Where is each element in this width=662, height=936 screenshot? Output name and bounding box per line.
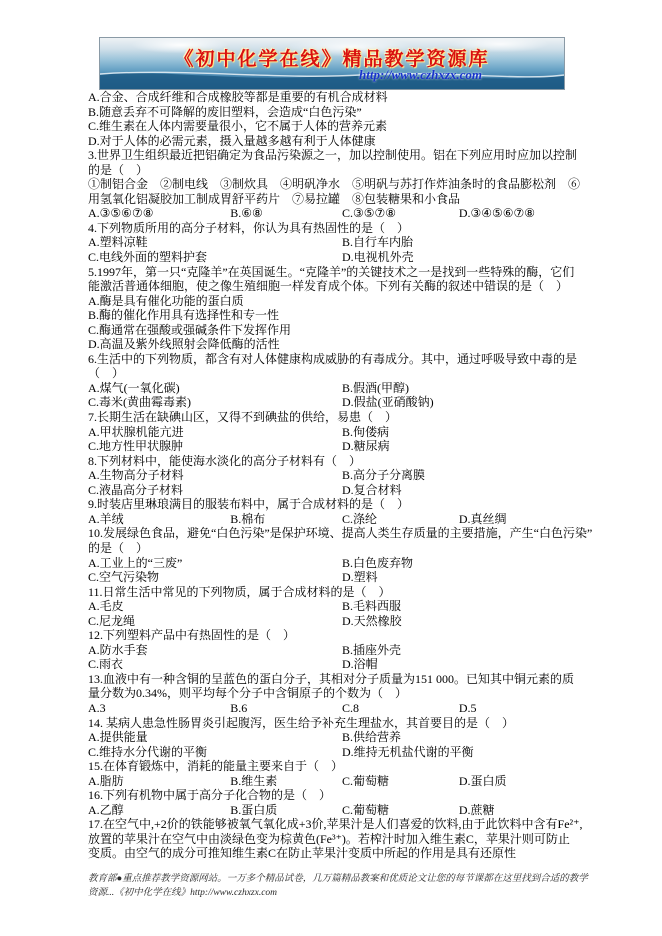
text-line	[88, 672, 596, 687]
text-segment: A.毛皮	[88, 599, 124, 614]
text-line	[88, 745, 596, 760]
text-line	[88, 221, 596, 236]
text-segment: D.蔗糖	[458, 802, 495, 817]
text-segment: A.提供能量	[88, 730, 148, 745]
text-segment: B.假酒(甲醇)	[341, 380, 409, 395]
text-segment: B.酶的催化作用具有选择性和专一性	[88, 308, 280, 323]
text-segment: D.糖尿病	[341, 439, 390, 454]
text-line	[88, 323, 596, 338]
text-line	[88, 163, 596, 178]
text-line	[88, 381, 596, 396]
text-segment: A.酶是具有催化功能的蛋白质	[88, 293, 244, 308]
text-line	[88, 425, 596, 440]
text-segment: A.生物高分子材料	[88, 468, 184, 483]
text-segment: C.雨衣	[88, 657, 124, 672]
text-segment: 的是（ ）	[88, 540, 149, 555]
text-segment: C.涤纶	[341, 511, 377, 526]
text-segment: B.自行车内胎	[341, 235, 413, 250]
text-segment: （ ）	[88, 366, 125, 381]
text-segment: 12.下列塑料产品中有热固性的是（ ）	[88, 628, 296, 643]
text-segment: A.防水手套	[88, 642, 148, 657]
text-line	[88, 614, 596, 629]
text-segment: C.8	[341, 700, 359, 715]
text-segment: 的是（ ）	[88, 162, 149, 177]
text-segment: 14. 某病人患急性肠胃炎引起腹泻，医生给予补充生理盐水，其首要目的是（ ）	[88, 715, 515, 730]
text-segment: D.电视机外壳	[341, 250, 414, 265]
text-segment: B.随意丢弃不可降解的废旧塑料，会造成“白色污染”	[88, 104, 362, 119]
text-line	[88, 599, 596, 614]
text-line	[88, 570, 596, 585]
text-segment: 量分数为0.34%，则平均每个分子中含铜原子的个数为（ ）	[88, 686, 407, 701]
text-segment: C.电线外面的塑料护套	[88, 250, 208, 265]
text-line	[88, 90, 596, 105]
text-line	[88, 366, 596, 381]
text-line	[88, 454, 596, 469]
text-segment: 11.日常生活中常见的下列物质，属于合成材料的是（ ）	[88, 584, 391, 599]
text-segment: B.佝偻病	[341, 424, 389, 439]
text-segment: C.葡萄糖	[341, 802, 389, 817]
text-segment: D.维持无机盐代谢的平衡	[341, 744, 474, 759]
text-segment: 放置的苹果汁在空气中由淡绿色变为棕黄色(Fe³⁺)。若榨汁时加入维生素C，苹果汁则可防止	[88, 831, 570, 846]
text-segment: B.插座外壳	[341, 642, 401, 657]
text-segment: B.高分子分离膜	[341, 468, 425, 483]
text-line	[88, 148, 596, 163]
text-line	[88, 308, 596, 323]
text-line	[88, 279, 596, 294]
text-line	[88, 250, 596, 265]
text-segment: C.③⑤⑦⑧	[341, 206, 397, 221]
text-line	[88, 177, 596, 192]
text-segment: 5.1997年，第一只“克隆羊”在英国诞生。“克隆羊”的关键技术之一是找到一些特殊的酶，它们	[88, 264, 575, 279]
text-segment: A.脂肪	[88, 773, 124, 788]
text-line	[88, 657, 596, 672]
text-line	[88, 134, 596, 149]
text-line	[88, 352, 596, 367]
text-line	[88, 294, 596, 309]
text-segment: 9.时装店里琳琅满目的服装布料中，属于合成材料的是（ ）	[88, 497, 410, 512]
text-segment: 15.在体育锻炼中，消耗的能量主要来自于（ ）	[88, 759, 344, 774]
text-segment: A.合金、合成纤维和合成橡胶等都是重要的有机合成材料	[88, 90, 388, 104]
text-segment: D.蛋白质	[458, 773, 507, 788]
text-line	[88, 206, 596, 221]
text-segment: 变质。由空气的成分可推知维生素C在防止苹果汁变质中所起的作用是具有还原性	[88, 846, 517, 861]
text-segment: B.棉布	[230, 511, 266, 526]
text-segment: A.③⑤⑥⑦⑧	[88, 206, 154, 221]
text-segment: B.白色废弃物	[341, 555, 413, 570]
text-segment: C.维生素在人体内需要量很小，它不属于人体的营养元素	[88, 119, 388, 134]
text-segment: 4.下列物质所用的高分子材料，你认为具有热固性的是（ ）	[88, 220, 410, 235]
banner-url: http://www.czhxzx.com	[359, 67, 483, 82]
text-line	[88, 759, 596, 774]
text-segment: B.⑥⑧	[230, 206, 263, 221]
text-line	[88, 628, 596, 643]
text-segment: D.假盐(亚硝酸钠)	[341, 395, 434, 410]
text-segment: B.供给营养	[341, 730, 401, 745]
text-segment: 7.长期生活在缺碘山区，又得不到碘盐的供给，易患（ ）	[88, 410, 398, 425]
text-line	[88, 395, 596, 410]
text-segment: C.葡萄糖	[341, 773, 389, 788]
text-segment: C.酶通常在强酸或强碱条件下发挥作用	[88, 322, 292, 337]
text-segment: A.塑料凉鞋	[88, 235, 148, 250]
exam-body	[88, 90, 596, 861]
text-segment: 10.发展绿色食品，避免“白色污染”是保护环境、提高人类生存质量的主要措施，产生“白色污染”	[88, 526, 593, 541]
text-line	[88, 439, 596, 454]
text-line	[88, 817, 596, 832]
text-line	[88, 235, 596, 250]
text-line	[88, 119, 596, 134]
text-segment: C.液晶高分子材料	[88, 482, 184, 497]
text-segment: D.真丝绸	[458, 511, 507, 526]
text-segment: C.毒米(黄曲霉毒素)	[88, 395, 191, 410]
text-segment: ①制铝合金 ②制电线 ③制炊具 ④明矾净水 ⑤明矾与苏打作炸油条时的食品膨松剂 ⑥	[88, 177, 581, 192]
text-line	[88, 410, 596, 425]
text-line	[88, 556, 596, 571]
text-line	[88, 192, 596, 207]
text-line	[88, 788, 596, 803]
text-line	[88, 643, 596, 658]
text-line	[88, 774, 596, 789]
text-line	[88, 483, 596, 498]
text-segment: 16.下列有机物中属于高分子化合物的是（ ）	[88, 788, 332, 803]
banner-title: 《初中化学在线》精品教学资源库	[174, 49, 490, 70]
text-segment: D.5	[458, 700, 477, 715]
text-segment: D.浴帽	[341, 657, 378, 672]
text-segment: C.维持水分代谢的平衡	[88, 744, 208, 759]
text-line	[88, 585, 596, 600]
text-segment: 8.下列材料中，能使海水淡化的高分子材料有（ ）	[88, 453, 362, 468]
footer	[88, 872, 628, 900]
text-segment: D.天然橡胶	[341, 613, 402, 628]
footer-line: 教育部●重点推荐教学资源网站。一万多个精品试卷，几万篇精品教案和优质论文让您的每节课都在这里找到合适的教学	[88, 874, 588, 884]
text-line	[88, 337, 596, 352]
text-segment: B.维生素	[230, 773, 278, 788]
text-line	[88, 265, 596, 280]
text-segment: 能激活普通体细胞，使之像生殖细胞一样发育成个体。下列有关酶的叙述中错误的是（ ）	[88, 279, 569, 294]
text-segment: A.3	[88, 700, 106, 715]
text-segment: 3.世界卫生组织最近把铝确定为食品污染源之一，加以控制使用。铝在下列应用时应加以控制	[88, 148, 578, 163]
site-banner	[99, 37, 565, 90]
text-line	[88, 730, 596, 745]
text-segment: D.高温及紫外线照射会降低酶的活性	[88, 337, 280, 352]
text-segment: 17.在空气中,+2价的铁能够被氧气氧化成+3价,苹果汁是人们喜爱的饮料,由于此饮料中含有Fe²⁺,	[88, 817, 583, 832]
text-line	[88, 105, 596, 120]
text-segment: C.尼龙绳	[88, 613, 136, 628]
text-segment: D.塑料	[341, 570, 378, 585]
text-line	[88, 512, 596, 527]
text-segment: A.乙醇	[88, 802, 124, 817]
text-line	[88, 803, 596, 818]
text-segment: D.复合材料	[341, 482, 402, 497]
text-segment: C.空气污染物	[88, 570, 160, 585]
footer-line: 资源...《初中化学在线》http://www.czhxzx.com	[88, 888, 278, 898]
text-segment: A.甲状腺机能亢进	[88, 424, 184, 439]
text-segment: B.6	[230, 700, 248, 715]
text-line	[88, 716, 596, 731]
text-segment: C.地方性甲状腺肿	[88, 439, 184, 454]
text-segment: A.羊绒	[88, 511, 124, 526]
text-segment: D.对于人体的必需元素，摄入量越多越有利于人体健康	[88, 133, 376, 148]
text-line	[88, 526, 596, 541]
text-line	[88, 686, 596, 701]
text-line	[88, 701, 596, 716]
text-segment: 13.血液中有一种含铜的呈蓝色的蛋白分子，其相对分子质量为151 000。已知其中铜元素的质	[88, 671, 575, 686]
text-line	[88, 846, 596, 861]
text-line	[88, 832, 596, 847]
text-segment: A.煤气(一氧化碳)	[88, 380, 180, 395]
text-segment: A.工业上的“三废”	[88, 555, 183, 570]
text-segment: 6.生活中的下列物质，都含有对人体健康构成威胁的有毒成分。其中，通过呼吸导致中毒的是	[88, 351, 578, 366]
text-segment: 用氢氧化铝凝胶加工制成胃舒平药片 ⑦易拉罐 ⑧包装糖果和小食品	[88, 191, 461, 206]
text-segment: D.③④⑤⑥⑦⑧	[458, 206, 536, 221]
text-line	[88, 497, 596, 512]
text-line	[88, 541, 596, 556]
text-segment: B.毛料西服	[341, 599, 401, 614]
text-segment: B.蛋白质	[230, 802, 278, 817]
text-line	[88, 468, 596, 483]
